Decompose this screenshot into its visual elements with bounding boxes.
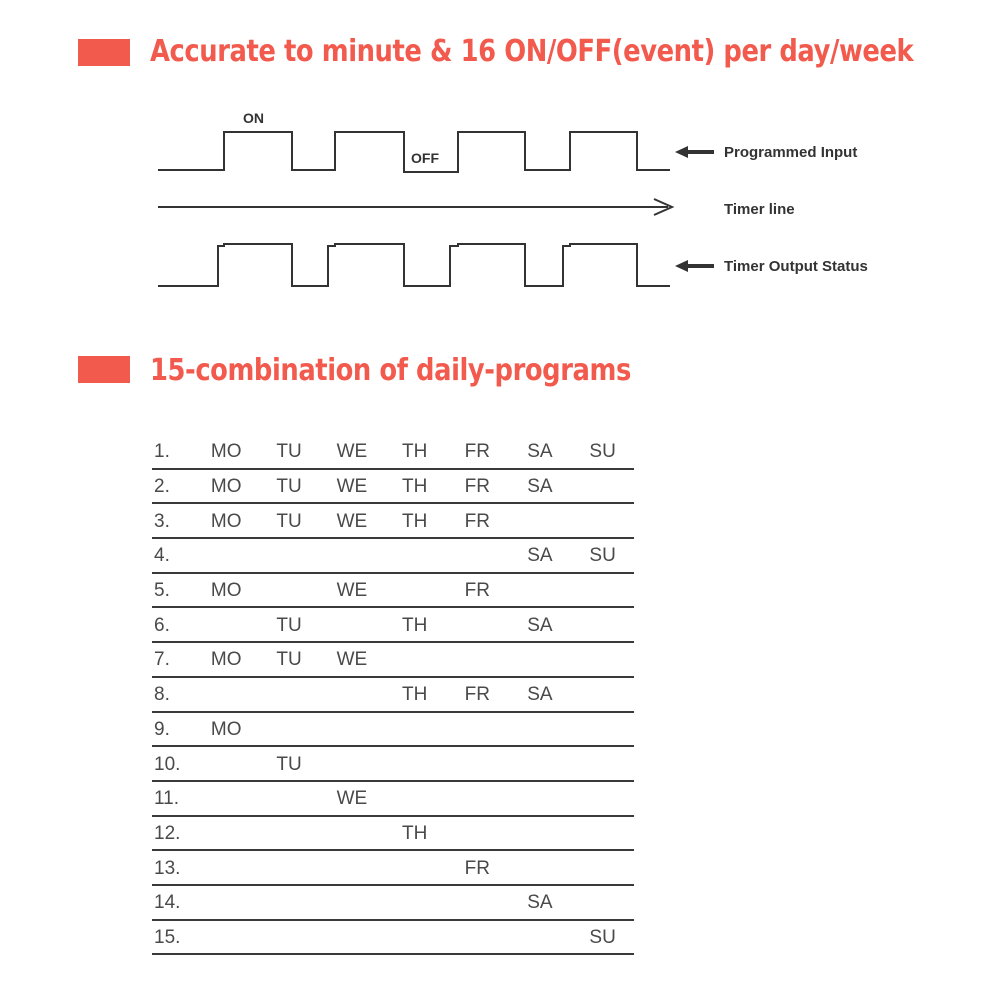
table-row xyxy=(152,712,634,747)
program-day-cell xyxy=(509,642,572,677)
table-row xyxy=(152,746,634,781)
program-day-cell: WE xyxy=(320,503,383,538)
program-day-cell: FR xyxy=(446,469,509,504)
program-number: 12. xyxy=(152,816,195,851)
program-day-cell xyxy=(258,538,321,573)
program-day-cell: FR xyxy=(446,434,509,469)
program-day-cell: TH xyxy=(383,677,446,712)
timer-line-label: Timer line xyxy=(724,201,795,218)
program-day-cell xyxy=(509,573,572,608)
program-number: 5. xyxy=(152,573,195,608)
program-day-cell: MO xyxy=(195,712,258,747)
program-number: 2. xyxy=(152,469,195,504)
program-day-cell xyxy=(571,746,634,781)
section-marker-bar xyxy=(78,356,130,383)
on-label: ON xyxy=(243,110,264,126)
program-day-cell: SA xyxy=(509,677,572,712)
program-day-cell xyxy=(383,781,446,816)
table-row xyxy=(152,677,634,712)
program-day-cell xyxy=(320,816,383,851)
program-day-cell: WE xyxy=(320,573,383,608)
program-day-cell xyxy=(195,677,258,712)
program-day-cell xyxy=(571,469,634,504)
program-day-cell: TU xyxy=(258,434,321,469)
program-day-cell xyxy=(320,538,383,573)
program-number: 9. xyxy=(152,712,195,747)
program-day-cell xyxy=(571,503,634,538)
program-day-cell: SU xyxy=(571,920,634,955)
program-day-cell xyxy=(195,920,258,955)
table-row xyxy=(152,538,634,573)
program-day-cell xyxy=(446,538,509,573)
program-day-cell xyxy=(195,781,258,816)
table-row xyxy=(152,781,634,816)
timing-diagram xyxy=(0,0,1001,330)
program-day-cell xyxy=(571,885,634,920)
table-row xyxy=(152,920,634,955)
daily-programs-table xyxy=(152,434,634,955)
program-day-cell xyxy=(446,607,509,642)
program-day-cell xyxy=(195,885,258,920)
timer-output-waveform xyxy=(158,244,670,286)
program-day-cell xyxy=(195,538,258,573)
program-day-cell xyxy=(320,885,383,920)
program-day-cell: TH xyxy=(383,816,446,851)
program-day-cell xyxy=(509,712,572,747)
program-number: 10. xyxy=(152,746,195,781)
program-day-cell xyxy=(571,573,634,608)
program-day-cell xyxy=(446,781,509,816)
program-day-cell: SU xyxy=(571,538,634,573)
program-day-cell: SA xyxy=(509,434,572,469)
program-day-cell: TU xyxy=(258,469,321,504)
program-day-cell xyxy=(258,677,321,712)
program-day-cell xyxy=(258,920,321,955)
program-day-cell xyxy=(258,850,321,885)
left-arrow-icon xyxy=(675,260,714,272)
program-day-cell xyxy=(383,885,446,920)
program-day-cell xyxy=(383,712,446,747)
program-number: 7. xyxy=(152,642,195,677)
program-day-cell xyxy=(383,642,446,677)
program-number: 6. xyxy=(152,607,195,642)
program-number: 11. xyxy=(152,781,195,816)
program-day-cell xyxy=(509,850,572,885)
program-day-cell: FR xyxy=(446,503,509,538)
timer-output-label: Timer Output Status xyxy=(724,258,868,275)
program-day-cell: SU xyxy=(571,434,634,469)
program-day-cell xyxy=(383,920,446,955)
program-day-cell: TH xyxy=(383,434,446,469)
program-number: 13. xyxy=(152,850,195,885)
table-row xyxy=(152,469,634,504)
program-day-cell xyxy=(383,746,446,781)
program-day-cell: TU xyxy=(258,746,321,781)
table-row xyxy=(152,885,634,920)
section-title-timing: Accurate to minute & 16 ON/OFF(event) per day/week xyxy=(150,34,914,69)
table-row xyxy=(152,607,634,642)
program-day-cell: TH xyxy=(383,503,446,538)
program-day-cell xyxy=(571,850,634,885)
program-day-cell xyxy=(320,607,383,642)
program-day-cell xyxy=(320,746,383,781)
program-day-cell xyxy=(509,781,572,816)
program-day-cell xyxy=(195,746,258,781)
table-row xyxy=(152,816,634,851)
program-number: 4. xyxy=(152,538,195,573)
program-day-cell: WE xyxy=(320,781,383,816)
program-day-cell xyxy=(571,642,634,677)
program-day-cell: SA xyxy=(509,885,572,920)
table-row xyxy=(152,850,634,885)
program-day-cell xyxy=(446,642,509,677)
program-day-cell xyxy=(509,746,572,781)
program-day-cell: TU xyxy=(258,607,321,642)
program-day-cell xyxy=(446,885,509,920)
program-day-cell xyxy=(509,816,572,851)
table-row xyxy=(152,434,634,469)
section-title-programs: 15-combination of daily-programs xyxy=(150,353,631,388)
program-day-cell xyxy=(258,885,321,920)
program-day-cell: SA xyxy=(509,607,572,642)
program-day-cell: MO xyxy=(195,434,258,469)
program-day-cell xyxy=(195,850,258,885)
program-day-cell: FR xyxy=(446,850,509,885)
program-day-cell xyxy=(258,573,321,608)
program-day-cell xyxy=(571,677,634,712)
program-day-cell xyxy=(383,850,446,885)
program-day-cell xyxy=(571,712,634,747)
program-day-cell: SA xyxy=(509,538,572,573)
program-day-cell xyxy=(509,503,572,538)
program-day-cell xyxy=(446,712,509,747)
program-day-cell xyxy=(383,573,446,608)
program-day-cell: WE xyxy=(320,434,383,469)
programmed-input-label: Programmed Input xyxy=(724,144,858,161)
program-number: 1. xyxy=(152,434,195,469)
table-row xyxy=(152,642,634,677)
table-row xyxy=(152,503,634,538)
program-day-cell xyxy=(571,816,634,851)
program-day-cell xyxy=(258,816,321,851)
program-day-cell xyxy=(195,607,258,642)
program-day-cell: TU xyxy=(258,503,321,538)
program-day-cell: FR xyxy=(446,677,509,712)
program-day-cell: TH xyxy=(383,607,446,642)
program-day-cell: FR xyxy=(446,573,509,608)
off-label: OFF xyxy=(411,150,439,166)
program-day-cell xyxy=(320,920,383,955)
program-day-cell xyxy=(258,781,321,816)
program-day-cell: WE xyxy=(320,642,383,677)
table-row xyxy=(152,573,634,608)
program-day-cell: SA xyxy=(509,469,572,504)
program-day-cell xyxy=(446,816,509,851)
program-day-cell: MO xyxy=(195,642,258,677)
program-day-cell: WE xyxy=(320,469,383,504)
program-day-cell xyxy=(320,712,383,747)
program-day-cell: TH xyxy=(383,469,446,504)
timer-line-arrow xyxy=(158,199,672,215)
program-day-cell xyxy=(509,920,572,955)
program-day-cell: MO xyxy=(195,469,258,504)
program-number: 8. xyxy=(152,677,195,712)
program-day-cell xyxy=(383,538,446,573)
program-day-cell xyxy=(195,816,258,851)
program-number: 14. xyxy=(152,885,195,920)
program-day-cell xyxy=(571,607,634,642)
program-day-cell xyxy=(258,712,321,747)
program-day-cell xyxy=(446,746,509,781)
program-day-cell: MO xyxy=(195,573,258,608)
program-day-cell xyxy=(446,920,509,955)
program-day-cell xyxy=(320,677,383,712)
program-number: 3. xyxy=(152,503,195,538)
program-day-cell: TU xyxy=(258,642,321,677)
program-day-cell: MO xyxy=(195,503,258,538)
program-day-cell xyxy=(320,850,383,885)
program-day-cell xyxy=(571,781,634,816)
left-arrow-icon xyxy=(675,146,714,158)
program-number: 15. xyxy=(152,920,195,955)
